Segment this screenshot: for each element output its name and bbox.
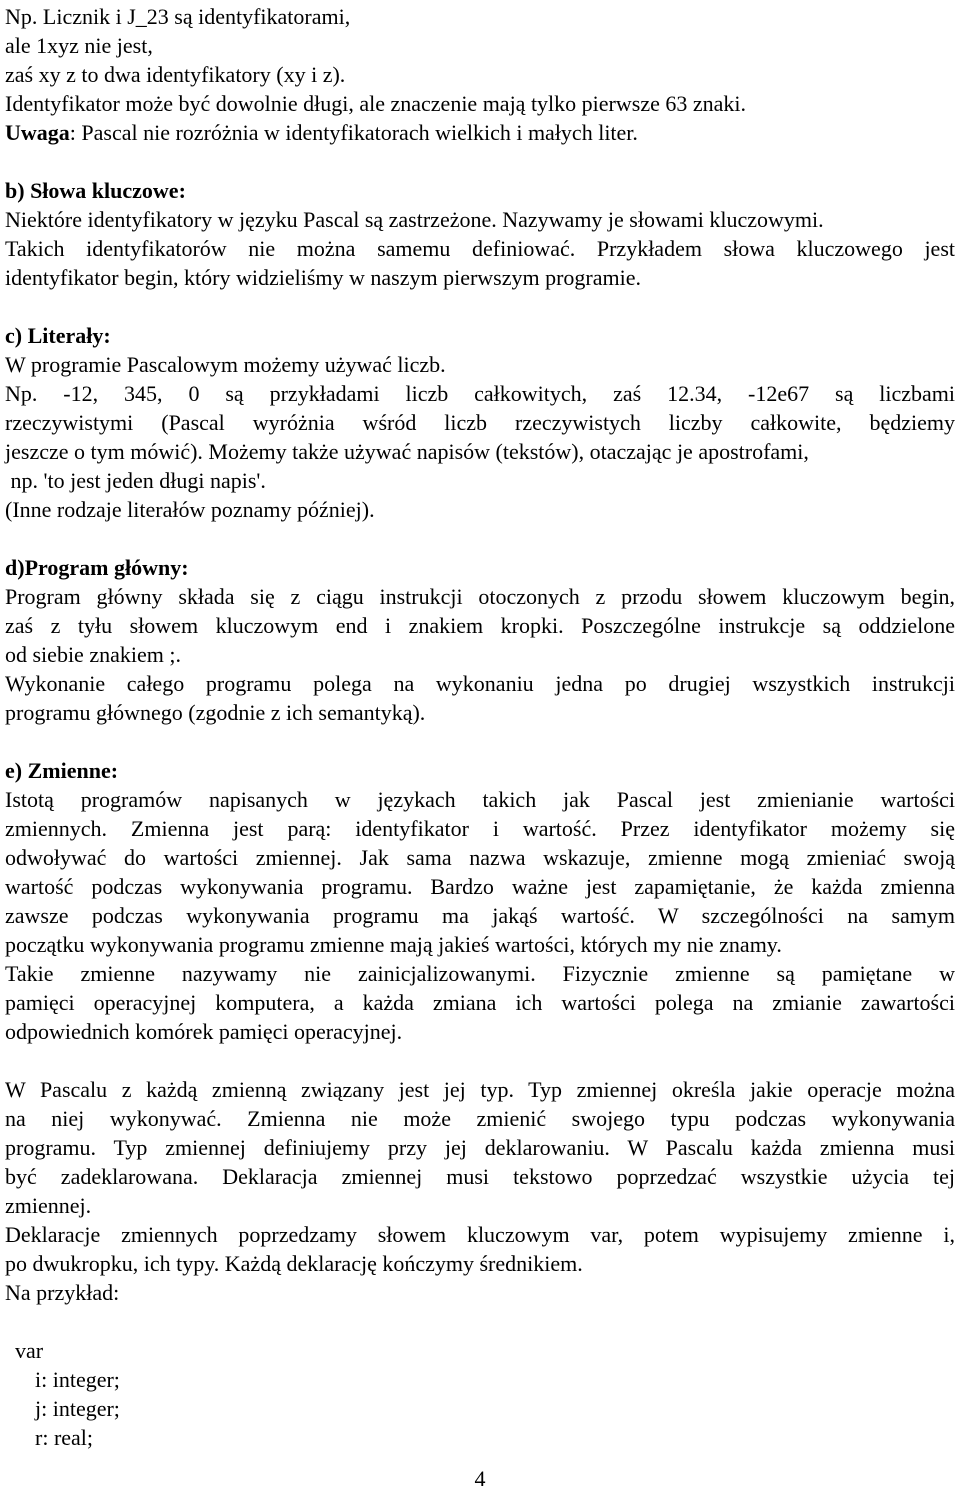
code-example <box>5 1336 955 1452</box>
text-line: zaś xy z to dwa identyfikatory (xy i z). <box>5 62 346 87</box>
heading-prefix: e) <box>5 758 28 783</box>
text-line: ale 1xyz nie jest, <box>5 33 153 58</box>
heading-text: Program główny: <box>24 555 189 580</box>
code-line: j: integer; <box>35 1396 120 1421</box>
section-heading-main-program <box>5 553 955 582</box>
note-text: : Pascal nie rozróżnia w identyfikatorach wielkich i małych liter. <box>69 120 638 145</box>
text-line: na niej wykonywać. Zmienna nie może zmienić swojego typu podczas wykonywania <box>5 1106 955 1131</box>
text-line: od siebie znakiem ;. <box>5 642 181 667</box>
text-line: odpowiednich komórek pamięci operacyjnej. <box>5 1019 403 1044</box>
text-line: Niektóre identyfikatory w języku Pascal są zastrzeżone. Nazywamy je słowami kluczowymi. <box>5 207 824 232</box>
text-line: W programie Pascalowym możemy używać liczb. <box>5 352 446 377</box>
text-line: Takich identyfikatorów nie można samemu definiować. Przykładem słowa kluczowego jest <box>5 236 955 261</box>
document-body <box>5 2 955 1452</box>
text-line: początku wykonywania programu zmienne mają jakieś wartości, których my nie znamy. <box>5 932 782 957</box>
code-line: i: integer; <box>35 1367 120 1392</box>
heading-prefix: b) <box>5 178 31 203</box>
text-line: Np. Licznik i J_23 są identyfikatorami, <box>5 4 351 29</box>
text-line: programu. Typ zmiennej definiujemy przy jej deklarowaniu. W Pascalu każda zmienna musi <box>5 1135 955 1160</box>
text-line: Istotą programów napisanych w językach takich jak Pascal jest zmienianie wartości <box>5 787 955 812</box>
note-label: Uwaga <box>5 120 70 145</box>
text-line: programu głównego (zgodnie z ich semantyką). <box>5 700 426 725</box>
heading-text: Zmienne: <box>27 758 119 783</box>
text-line: np. 'to jest jeden długi napis'. <box>5 468 266 493</box>
text-line: Wykonanie całego programu polega na wykonaniu jedna po drugiej wszystkich instrukcji <box>5 671 955 696</box>
text-line: odwoływać do wartości zmiennej. Jak sama nazwa wskazuje, zmienne mogą zmieniać swoją <box>5 845 955 870</box>
text-line: wartość podczas wykonywania programu. Bardzo ważne jest zapamiętanie, że każda zmienna <box>5 874 955 899</box>
text-line: zaś z tyłu słowem kluczowym end i znakiem kropki. Poszczególne instrukcje są oddzielone <box>5 613 955 638</box>
text-line: zmiennych. Zmienna jest parą: identyfikator i wartość. Przez identyfikator możemy się <box>5 816 955 841</box>
text-line: Takie zmienne nazywamy nie zainicjalizowanymi. Fizycznie zmienne są pamiętane w <box>5 961 955 986</box>
text-line: być zadeklarowana. Deklaracja zmiennej musi tekstowo poprzedzać wszystkie użycia tej <box>5 1164 955 1189</box>
text-line <box>5 118 955 147</box>
code-line: var <box>15 1338 44 1363</box>
section-heading-literals <box>5 321 955 350</box>
heading-text: Literały: <box>27 323 111 348</box>
section-heading-keywords <box>5 176 955 205</box>
text-line: Identyfikator może być dowolnie długi, ale znaczenie mają tylko pierwsze 63 znaki. <box>5 91 746 116</box>
text-line: W Pascalu z każdą zmienną związany jest jej typ. Typ zmiennej określa jakie operacje można <box>5 1077 955 1102</box>
text-line: Np. -12, 345, 0 są przykładami liczb całkowitych, zaś 12.34, -12e67 są liczbami <box>5 381 955 406</box>
text-line: po dwukropku, ich typy. Każdą deklarację kończymy średnikiem. <box>5 1251 583 1276</box>
text-line: Na przykład: <box>5 1280 120 1305</box>
text-line: identyfikator begin, który widzieliśmy w naszym pierwszym programie. <box>5 265 642 290</box>
page-number: 4 <box>474 1466 486 1491</box>
text-line: Deklaracje zmiennych poprzedzamy słowem kluczowym var, potem wypisujemy zmienne i, <box>5 1222 955 1247</box>
text-line: Program główny składa się z ciągu instrukcji otoczonych z przodu słowem kluczowym begin, <box>5 584 955 609</box>
section-heading-variables <box>5 756 955 785</box>
text-line: zmiennej. <box>5 1193 92 1218</box>
heading-prefix: c) <box>5 323 28 348</box>
code-line: r: real; <box>35 1425 94 1450</box>
text-line: zawsze podczas wykonywania programu ma jakąś wartość. W szczególności na samym <box>5 903 955 928</box>
heading-text: Słowa kluczowe: <box>30 178 186 203</box>
text-line: jeszcze o tym mówić). Możemy także używać napisów (tekstów), otaczając je apostrofami, <box>5 439 809 464</box>
text-line: pamięci operacyjnej komputera, a każda zmiana ich wartości polega na zmianie zawartości <box>5 990 955 1015</box>
text-line: rzeczywistymi (Pascal wyróżnia wśród liczb rzeczywistych liczby całkowite, będziemy <box>5 410 955 435</box>
text-line: (Inne rodzaje literałów poznamy później). <box>5 497 375 522</box>
heading-prefix: d) <box>5 555 25 580</box>
